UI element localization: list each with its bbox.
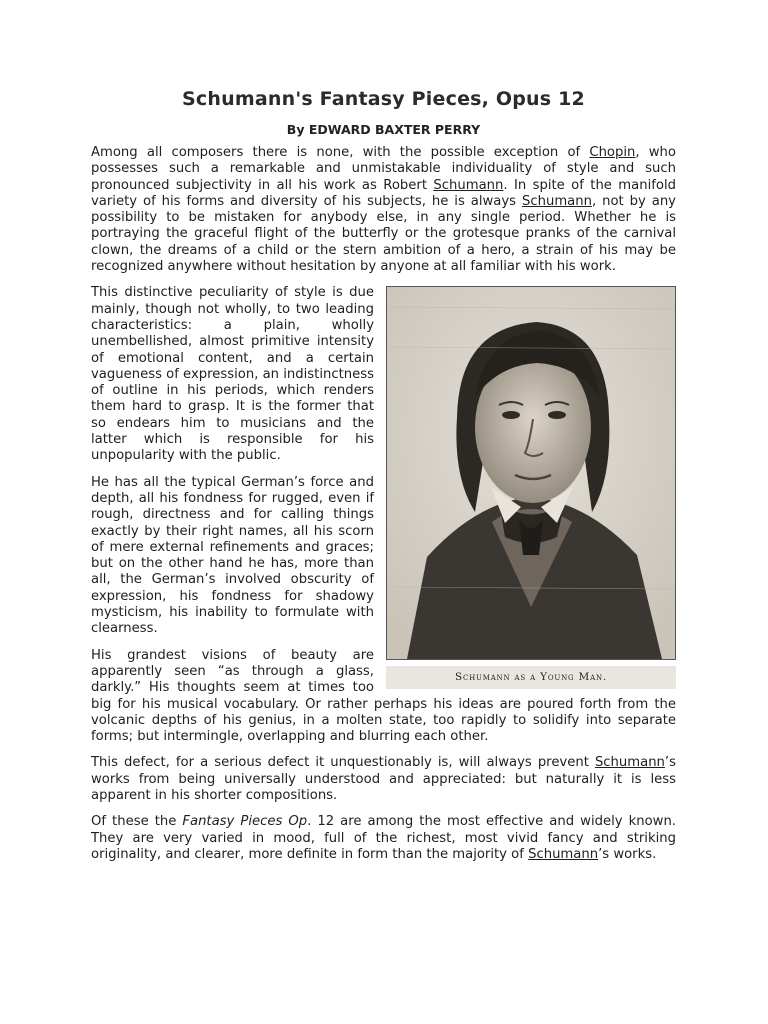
- text: Of these the: [91, 814, 183, 830]
- chopin-link[interactable]: Chopin: [589, 145, 636, 160]
- caption-text: Schumann as a Young Man.: [454, 671, 608, 684]
- text: , not by any possibility to be mistaken for anybody else, in any single period. Whether he is portraying the graceful flight of the butterfly or the grotesque pranks of the carnival clown, the dreams of a child or the stern ambition of a hero, a strain of his may be recognized anywhere without hesitation by anyone at all familiar with his work.: [91, 193, 676, 275]
- text: Among all composers there is none, with the possible exception of: [91, 145, 590, 160]
- article: [91, 88, 676, 873]
- byline: By EDWARD BAXTER PERRY: [286, 122, 481, 137]
- schumann-portrait-image: [386, 286, 676, 660]
- schumann-link[interactable]: Schumann: [594, 755, 665, 771]
- paragraph-6: [91, 814, 676, 863]
- figure-caption: [386, 666, 676, 689]
- emphasis-text: Fantasy Pieces Op: [182, 814, 308, 830]
- page-title: Schumann's Fantasy Pieces, Opus 12: [182, 88, 585, 110]
- schumann-link[interactable]: Schumann: [433, 177, 504, 193]
- paragraph-1: [91, 145, 676, 275]
- text: , who possesses such a remarkable and unmistakable individuality of style and such pronounced subjectivity in all his work as Robert: [91, 145, 676, 193]
- paragraph-4: His grandest visions of beauty are apparently seen “as through a glass, darkly.” His thoughts seem at times too big for his musical vocabulary. Or rather perhaps his ideas are poured forth from the volcanic depths of his genius, in a molten state, too rapidly to solidify into separate forms; but intermingle, overlapping and blurring each other.: [91, 647, 676, 745]
- text: ’s works from being universally understood and appreciated: but naturally it is less apparent in his shorter compositions.: [91, 755, 676, 803]
- text: ’s works.: [598, 846, 657, 862]
- text: . In spite of the manifold variety of his forms and diversity of his subjects, he is always: [91, 177, 677, 209]
- text: This defect, for a serious defect it unquestionably is, will always prevent: [91, 755, 595, 771]
- paragraph-2: This distinctive peculiarity of style is due mainly, though not wholly, to two leading characteristics: a plain, wholly unembellished, almost primitive intensity of emotional content, and a certain vagueness of expression, an indistinctness of outline in his periods, which renders them hard to grasp. It is the former that so endears him to musicians and the latter which is responsible for his unpopularity with the public.: [91, 285, 374, 464]
- schumann-link[interactable]: Schumann: [521, 193, 592, 209]
- text: . 12 are among the most effective and widely known. They are very varied in mood, full of the richest, most vivid fancy and striking originality, and clearer, more definite in form than the majority of: [91, 814, 676, 862]
- schumann-link[interactable]: Schumann: [528, 846, 599, 862]
- portrait-figure: [386, 286, 676, 689]
- paragraph-5: [91, 755, 676, 804]
- paragraph-3: He has all the typical German’s force and depth, all his fondness for rugged, even if rough, directness and for calling things exactly by their right names, all his scorn of mere external refinements and graces; but on the other hand he has, more than all, the German’s involved obscurity of expression, his fondness for shadowy mysticism, his inability to formulate with clearness.: [91, 474, 374, 637]
